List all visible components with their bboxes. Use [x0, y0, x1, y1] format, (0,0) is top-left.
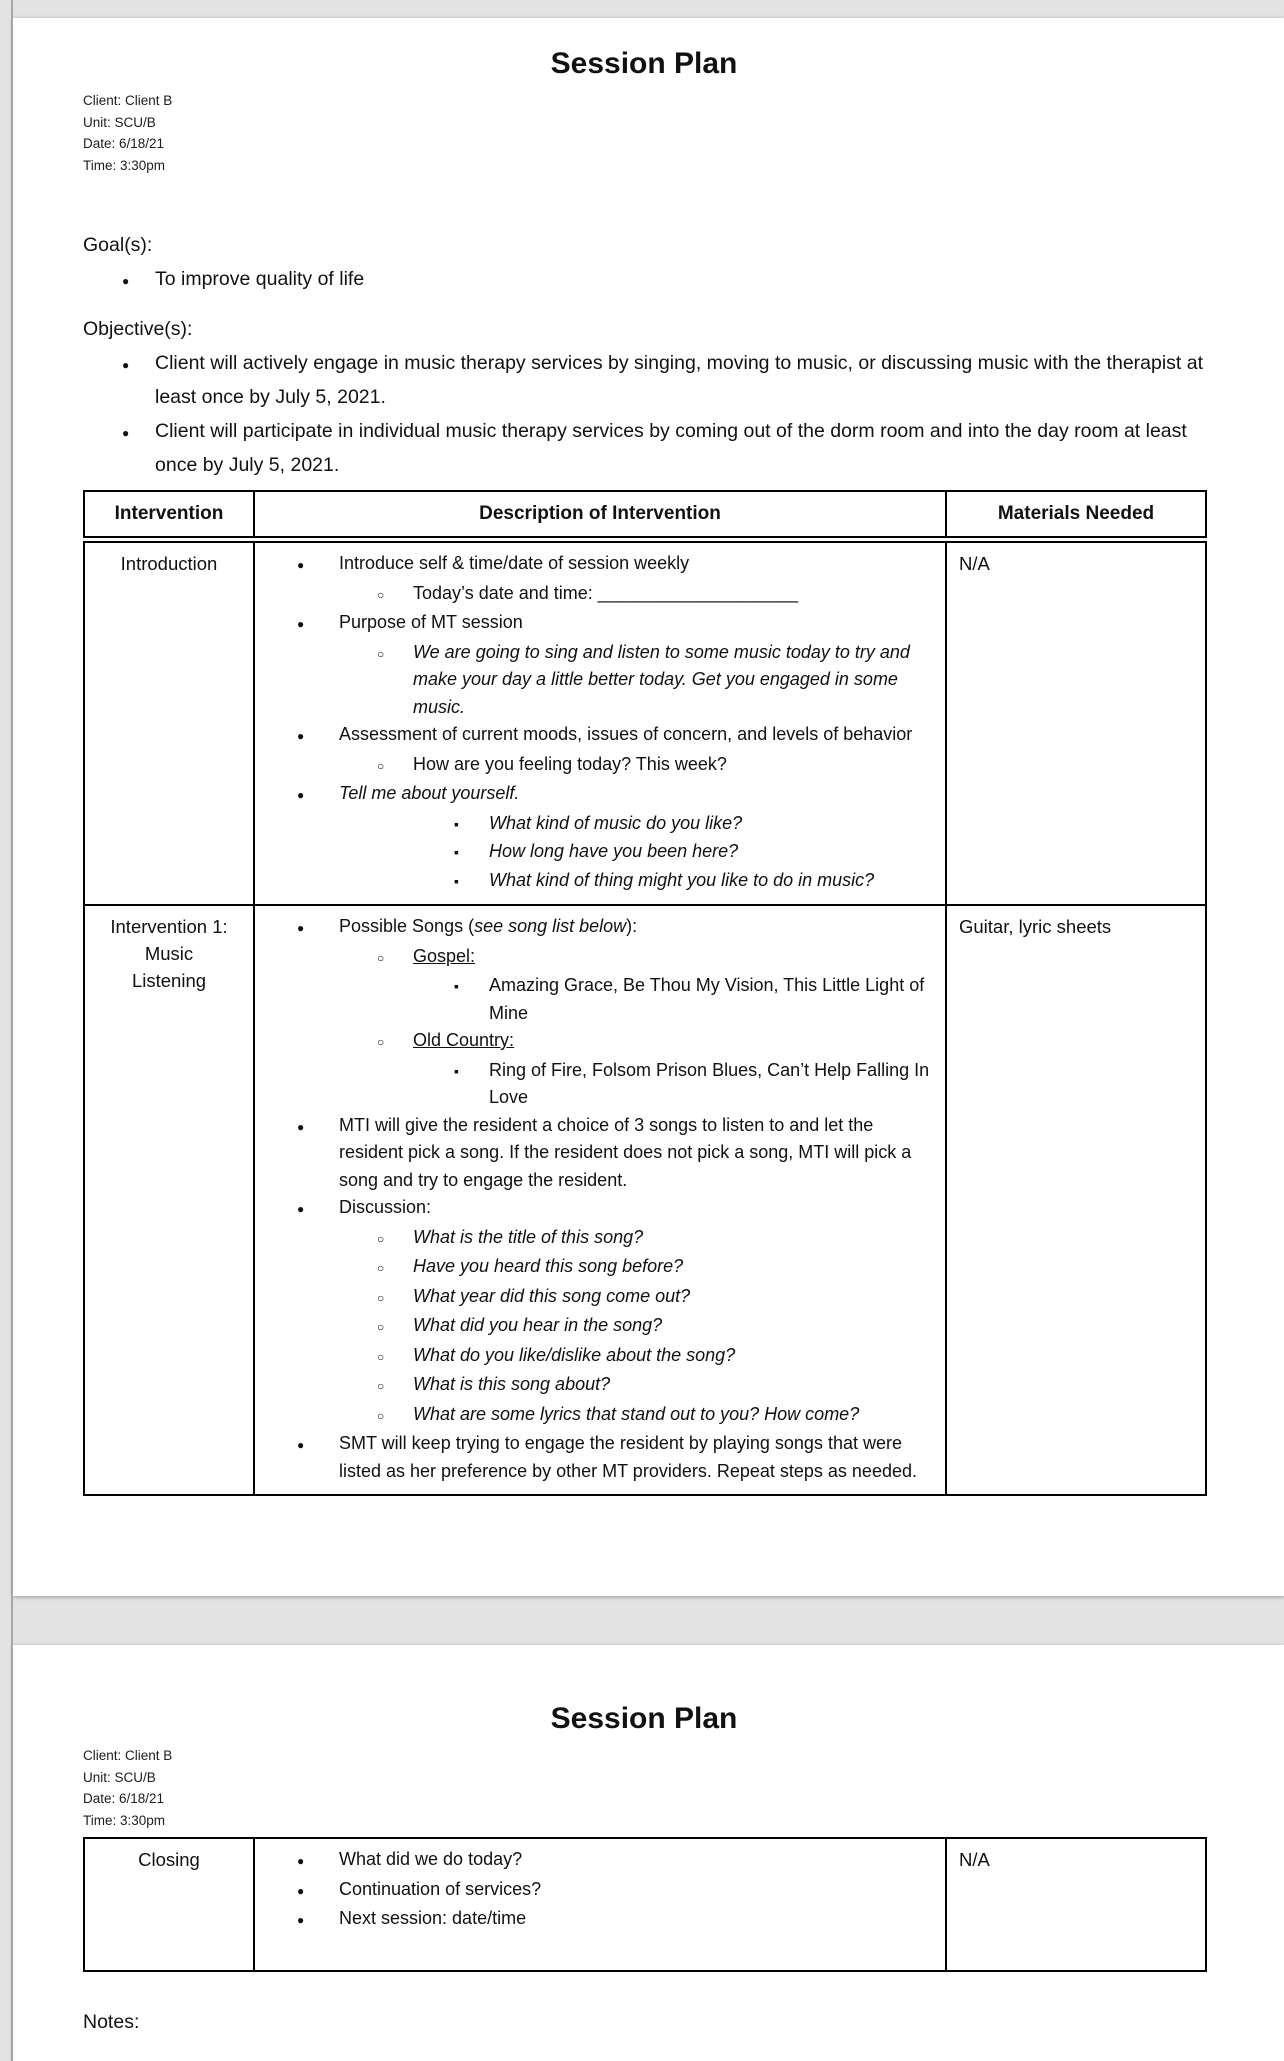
- page-2: [13, 1645, 1284, 2061]
- meta-line: Date: 6/18/21: [83, 1791, 165, 1806]
- bullet-icon: ○: [377, 1231, 385, 1246]
- text-run: What did we do today?: [339, 1849, 523, 1869]
- text-run: How long have you been here?: [489, 841, 739, 861]
- list-item: [255, 1194, 937, 1224]
- bullet-icon: ●: [297, 1913, 305, 1927]
- bullet-icon: ●: [122, 358, 130, 372]
- table-header-cell: Description of Intervention: [254, 491, 946, 537]
- list-item: [255, 838, 937, 867]
- closing-table: [83, 1837, 1207, 1972]
- text-run: Tell me about yourself.: [339, 783, 520, 803]
- list-item: [255, 1112, 937, 1195]
- list-item-text: [339, 550, 689, 578]
- list-item-text: [339, 1430, 937, 1485]
- text-run: What year did this song come out?: [413, 1285, 691, 1306]
- materials-cell: Guitar, lyric sheets: [946, 905, 1206, 1495]
- list-item-text: [489, 867, 874, 895]
- bullet-icon: ○: [377, 1290, 385, 1305]
- intervention-line: Listening: [131, 970, 207, 991]
- list-item: [255, 1253, 937, 1283]
- client-meta-block: [83, 90, 1205, 176]
- table-header-row: [84, 491, 1206, 537]
- intervention-line: Intervention 1:: [110, 916, 228, 937]
- document-title: Session Plan: [550, 1702, 738, 1735]
- list-item: [255, 943, 937, 973]
- bullet-icon: ○: [377, 1379, 385, 1393]
- list-item: [83, 414, 1205, 482]
- bullet-icon: ○: [377, 758, 385, 773]
- bullet-icon: ●: [297, 558, 305, 572]
- intervention-cell: [84, 542, 254, 905]
- bullet-icon: ○: [377, 1261, 385, 1275]
- list-item: [255, 1371, 937, 1401]
- text-run: What kind of music do you like?: [489, 812, 743, 833]
- list-item-text: [489, 972, 937, 1027]
- list-item-text: [413, 1371, 610, 1399]
- list-item: [255, 721, 937, 751]
- bullet-icon: ●: [297, 1119, 305, 1134]
- text-run: What kind of thing might you like to do in music?: [489, 869, 875, 890]
- text-run: ):: [626, 916, 638, 936]
- meta-line: Date: 6/18/21: [83, 136, 165, 151]
- bullet-icon: ○: [377, 587, 385, 602]
- text-run: How are you feeling today? This week?: [413, 753, 727, 774]
- intervention-table-header: [83, 490, 1207, 538]
- table-header-cell: Materials Needed: [946, 491, 1206, 537]
- text-run: Introduce self & time/date of session weekly: [339, 553, 690, 573]
- list-item: [255, 780, 937, 810]
- materials-cell: N/A: [946, 542, 1206, 905]
- notes-label: Notes:: [83, 2011, 140, 2033]
- list-item-text: [489, 838, 738, 866]
- list-item-text: [413, 751, 727, 779]
- bullet-icon: ○: [377, 1320, 385, 1334]
- list-item-text: [339, 1876, 541, 1904]
- list-item: [83, 262, 1205, 298]
- bullet-icon: ▪: [454, 1062, 459, 1079]
- description-cell: [254, 1838, 946, 1971]
- bullet-icon: ●: [122, 426, 130, 440]
- text-run: Gospel:: [413, 945, 476, 966]
- list-item: [255, 639, 937, 722]
- text-run: MTI will give the resident a choice of 3 songs to listen to and let the resident pick a song. If the resident does not pick a song, MTI will pick a song and try to engage the resident.: [339, 1114, 912, 1190]
- materials-cell: N/A: [946, 1838, 1206, 1971]
- list-item-text: [413, 639, 937, 722]
- text-run: Ring of Fire, Folsom Prison Blues, Can’t Help Falling In Love: [489, 1059, 930, 1107]
- list-item-text: [413, 1342, 735, 1370]
- list-item: [255, 1312, 937, 1342]
- text-run: What are some lyrics that stand out to you? How come?: [413, 1403, 860, 1424]
- list-item: [255, 1846, 937, 1876]
- table-row: [84, 905, 1206, 1495]
- text-run: Continuation of services?: [339, 1878, 542, 1899]
- bullet-icon: ●: [297, 1202, 305, 1216]
- page-edge-rule: [11, 0, 13, 2061]
- list-item: [255, 1283, 937, 1313]
- description-cell: [254, 542, 946, 905]
- bullet-icon: ○: [377, 1035, 385, 1049]
- text-run: We are going to sing and listen to some music today to try and make your day a little better today. Get you engaged in some music.: [413, 641, 910, 717]
- list-item-text: Client will actively engage in music therapy services by singing, moving to music, or discussing music with the therapist at least once by July 5, 2021.: [155, 352, 1204, 408]
- list-item: [255, 580, 937, 610]
- list-item: [255, 972, 937, 1027]
- list-item: [255, 1057, 937, 1112]
- list-item-text: [413, 1312, 662, 1340]
- table-header-cell: Intervention: [84, 491, 254, 537]
- text-run: What is this song about?: [413, 1374, 611, 1394]
- text-run: Assessment of current moods, issues of concern, and levels of behavior: [339, 724, 913, 744]
- list-item: [255, 1342, 937, 1372]
- text-run: Purpose of MT session: [339, 612, 523, 632]
- list-item-text: [339, 1846, 522, 1874]
- bullet-icon: ▪: [454, 872, 459, 889]
- intervention-line: Closing: [138, 1849, 200, 1870]
- objectives-list: [83, 346, 1205, 482]
- list-item-text: [413, 1224, 643, 1252]
- list-item-text: [413, 1027, 514, 1055]
- meta-line: Time: 3:30pm: [83, 1812, 166, 1828]
- bullet-icon: ○: [377, 1349, 385, 1364]
- list-item-text: [339, 1194, 431, 1222]
- page-gap: [0, 1596, 1284, 1645]
- list-item: [255, 913, 937, 943]
- list-item-text: [489, 810, 742, 838]
- bullet-icon: ▪: [454, 844, 459, 860]
- list-item: [255, 867, 937, 896]
- objectives-label: Objective(s):: [83, 318, 193, 340]
- bullet-icon: ▪: [454, 815, 459, 832]
- bullet-icon: ▪: [454, 978, 459, 994]
- intervention-table: [83, 541, 1207, 1496]
- meta-line: Client: Client B: [83, 1748, 173, 1763]
- list-item: [255, 1430, 937, 1485]
- text-run: Amazing Grace, Be Thou My Vision, This Little Light of Mine: [489, 975, 925, 1023]
- list-item-text: [339, 1112, 937, 1195]
- list-item: [255, 751, 937, 781]
- list-item-text: [413, 1283, 690, 1311]
- list-item-text: [413, 1401, 859, 1429]
- list-item-text: Client will participate in individual music therapy services by coming out of the dorm room and into the day room at least once by July 5, 2021.: [155, 420, 1187, 476]
- intervention-line: Introduction: [120, 553, 218, 574]
- text-run: What do you like/dislike about the song?: [413, 1344, 736, 1365]
- bullet-icon: ●: [297, 788, 305, 802]
- meta-line: Client: Client B: [83, 93, 173, 108]
- text-run: Have you heard this song before?: [413, 1256, 684, 1276]
- description-cell: [254, 905, 946, 1495]
- intervention-cell: [84, 905, 254, 1495]
- client-meta-block: [83, 1745, 1205, 1831]
- text-run: Old Country:: [413, 1030, 515, 1050]
- text-run: What is the title of this song?: [413, 1226, 644, 1247]
- bullet-icon: ●: [297, 1438, 305, 1452]
- list-item-text: [339, 913, 637, 941]
- document-title: Session Plan: [550, 47, 738, 80]
- list-item: [255, 810, 937, 839]
- list-item: [255, 1876, 937, 1906]
- bullet-icon: ●: [297, 1883, 305, 1898]
- list-item-text: [413, 943, 475, 971]
- bullet-icon: ●: [297, 617, 305, 631]
- bullet-icon: ●: [122, 274, 130, 288]
- closing-table-body: [84, 1838, 1206, 1971]
- list-item-text: [413, 1253, 683, 1281]
- meta-line: Unit: SCU/B: [83, 114, 156, 130]
- list-item: [255, 1224, 937, 1254]
- list-item: [255, 1905, 937, 1935]
- list-item: [255, 609, 937, 639]
- bullet-icon: ●: [297, 1854, 305, 1868]
- text-run: see song list below: [474, 916, 627, 936]
- intervention-table-body: [84, 542, 1206, 1495]
- goals-label: Goal(s):: [83, 234, 153, 256]
- list-item: [255, 1027, 937, 1057]
- bullet-icon: ○: [377, 646, 385, 661]
- list-item: [255, 550, 937, 580]
- text-run: Today’s date and time: ____________________: [413, 582, 798, 603]
- list-item-text: [489, 1057, 937, 1112]
- bullet-icon: ○: [377, 1408, 385, 1423]
- objectives-section: [83, 312, 1205, 482]
- list-item-text: [339, 780, 519, 808]
- table-row: [84, 1838, 1206, 1971]
- page-1: [13, 18, 1284, 1596]
- text-run: Possible Songs (: [339, 916, 475, 936]
- list-item: [255, 1401, 937, 1431]
- text-run: Next session: date/time: [339, 1908, 527, 1928]
- goals-section: [83, 228, 1205, 298]
- goals-list: [83, 262, 1205, 298]
- list-item-text: [339, 721, 912, 749]
- list-item-text: [413, 580, 798, 608]
- intervention-cell: [84, 1838, 254, 1971]
- list-item-text: [339, 609, 523, 637]
- list-item: [83, 346, 1205, 414]
- bullet-icon: ●: [297, 729, 305, 743]
- intervention-line: Music: [144, 943, 194, 964]
- meta-line: Time: 3:30pm: [83, 157, 166, 173]
- text-run: SMT will keep trying to engage the resident by playing songs that were listed as her preference by other MT providers. Repeat steps as needed.: [339, 1433, 917, 1481]
- table-row: [84, 542, 1206, 905]
- list-item-text: To improve quality of life: [155, 268, 365, 290]
- text-run: Discussion:: [339, 1197, 432, 1217]
- meta-line: Unit: SCU/B: [83, 1769, 156, 1785]
- list-item-text: [339, 1905, 526, 1933]
- bullet-icon: ●: [297, 921, 305, 935]
- text-run: What did you hear in the song?: [413, 1315, 663, 1335]
- bullet-icon: ○: [377, 950, 385, 965]
